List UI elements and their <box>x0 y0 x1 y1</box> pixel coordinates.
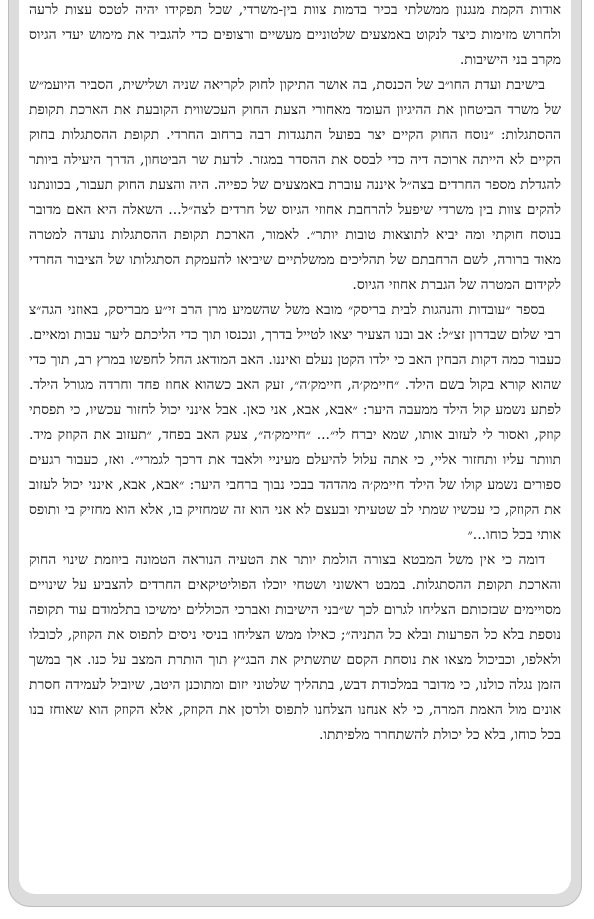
paragraph-committee-session: בישיבת ועדת החו״ב של הכנסת, בה אושר התיקון לחוק לקריאה שניה ושלישית, הסביר היועמ״ש של משרד הביטחון את ההיגיון העומד מאחורי הצעת החוק העכשווית הקובעת את הארכת תקופת ההסתגלות: ״נוסח החוק הקיים יצר בפועל התנגדות רבה ברחוב החרדי. תקופת ההסתגלות בחוק הקיים לא הייתה ארוכה דיה כדי לבסס את ההסדר במגזר. לדעת שר הביטחון, הדרך היעילה ביותר להגדלת מספר החרדים בצה״ל איננה עוברת באמצעים של כפייה. היה והצעת החוק תעבור, בכוונתנו להקים צוות בין משרדי שיפעל להרחבת אחוזי הגיוס של חרדים לצה״ל... השאלה היא האם מדובר בנוסח חוקתי ומה יביא לתוצאות טובות יותר״. לאמור, הארכת תקופת ההסתגלות נועדה למטרה מאוד ברורה, לשם הרחבתם של תהליכים ממשלתיים שיביאו להעמקת הסתגלותו של הציבור החרדי לקידום המטרה של הגברת אחוזי הגיוס. <box>29 77 561 293</box>
paragraph-conclusion: דומה כי אין משל המבטא בצורה הולמת יותר את הטעיה הנוראה הטמונה ביוזמת שינוי החוק והארכת תקופת ההסתגלות. במבט ראשוני ושטחי יוכלו הפוליטיקאים החרדים להצביע על שינויים מסויימים שבזכותם הצליחו לגרום לכך ש״בני הישיבות ואברכי הכוללים ימשיכו בתלמודם עוד תקופה נוספת בלא כל הפרעות ובלא כל התניה״; כאילו ממש הצליחו בניסי ניסים לתפוס את הקוזק, לכובלו ולאלפו, וכביכול מצאו את נוסחת הקסם שתשתיק את הבג״ץ תוך הותרת המצב על כנו. אך במשך הזמן נגלה כולנו, כי מדובר במלכודת דבש, בתהליך שלטוני יזום ומתוכנן היטב, שיוביל לעמידה חסרת אונים מול האמת המרה, כי לא אנחנו הצלחנו לתפוס ולרסן את הקוזק, אלא הקוזק הוא שאוחז בנו בכל כוחו, בלא כל יכולת להשתחרר מלפיתתו. <box>29 552 561 743</box>
paragraph-intro-continuation: אודות הקמת מנגנון ממשלתי בכיר בדמות צוות בין-משרדי, שכל תפקידו יהיה לטכס עצות לרעה ולחרוש מזימות כיצד לנקוט באמצעים שלטוניים מעשיים ורצופים כדי להגביר את מימוש יעדי הגיוס מקרב בני הישיבות. <box>29 2 561 68</box>
article-body <box>29 0 561 748</box>
paragraph-brisk-parable: בספר ״עובדות והנהגות לבית בריסק״ מובא משל שהשמיע מרן הרב זי״ע מבריסק, באוזני הגה״צ רבי שלום שבדרון זצ״ל: אב ובנו הצעיר יצאו לטייל בדרך, ונכנסו תוך כדי הליכתם ליער עבות ומאיים. כעבור כמה דקות הבחין האב כי ילדו הקטן נעלם ואיננו. האב המודאג החל לחפשו במרץ רב, תוך כדי שהוא קורא בקול בשם הילד. ״חיימק׳ה, חיימק׳ה״, זעק האב כשהוא אחוז פחד וחרדה מגורל הילד. לפתע נשמע קול הילד ממעבה היער: ״אבא, אבא, אני כאן. אבל אינני יכול לחזור עכשיו, כי תפסתי קוזק, ואסור לי לעזוב אותו, שמא יברח לי״... ״חיימק׳ה״, צעק האב בפחד, ״תעזוב את הקוזק מיד. תוותר עליו ותחזור אליי, כי אתה עלול להיעלם מעיניי ולאבד את דרכך לגמרי״. ואז, כעבור רגעים ספורים נשמע קולו של הילד חיימק׳ה מהדהד בבכי נבוך ברחבי היער: ״אבא, אבא, אינני יכול לעזוב את הקוזק, כי עכשיו שמתי לב שטעיתי ובעצם לא אני הוא זה שמחזיק בו, אלא הוא מחזיק בי ותופס אותי בכל כוחו...״ <box>29 302 561 543</box>
article-panel <box>19 0 571 894</box>
article-frame <box>8 0 582 907</box>
